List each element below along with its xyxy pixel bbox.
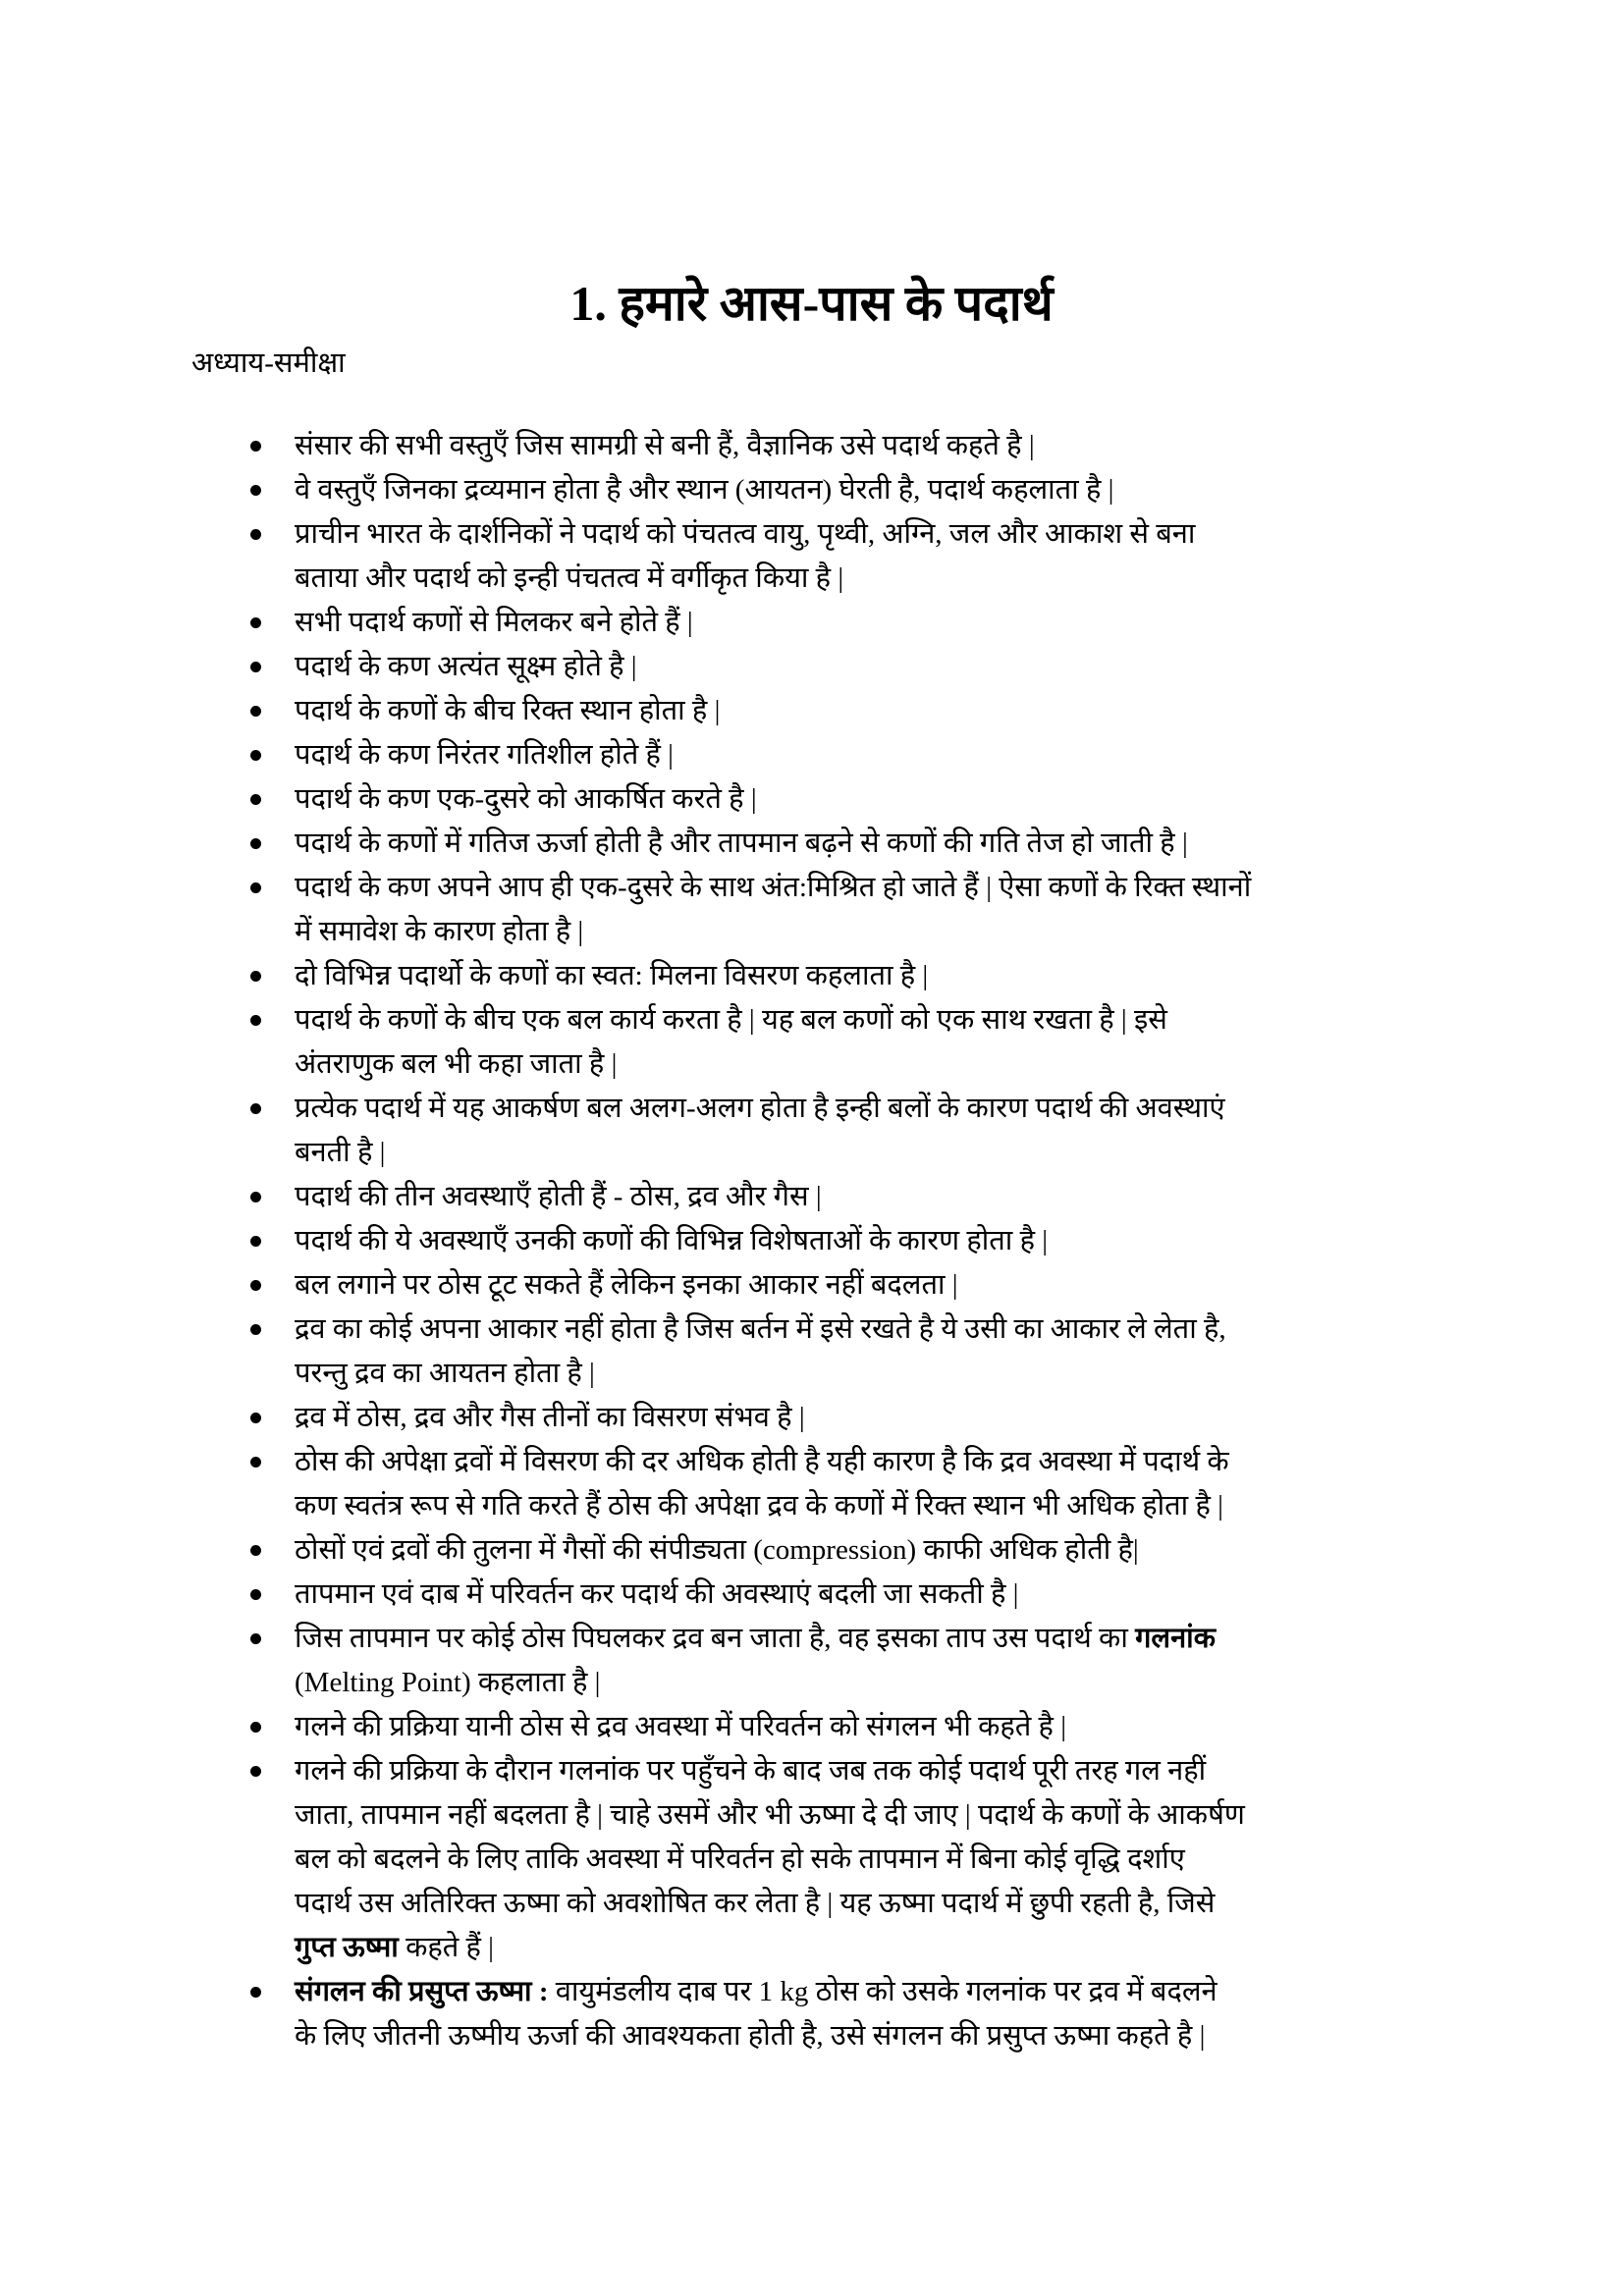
text-segment: ठोस की अपेक्षा द्रवों में विसरण की दर अधिक होती है यही कारण है कि द्रव अवस्था में पदार्थ के [295,1446,1229,1477]
text-segment: पदार्थ के कण अत्यंत सूक्ष्म होते है | [295,651,637,682]
bullet-icon [250,1589,261,1600]
text-segment: प्राचीन भारत के दार्शनिकों ने पदार्थ को पंचतत्व वायु, पृथ्वी, अग्नि, जल और आकाश से बना [295,518,1196,550]
text-segment: दो विभिन्न पदार्थो के कणों का स्वत: मिलना विसरण कहलाता है | [295,960,929,991]
list-item-line [0,1263,1623,1308]
list-item [0,1308,1623,1396]
list-item-line [0,866,1623,910]
bullet-icon [250,1633,261,1644]
bullet-icon [250,617,261,628]
text-segment: कहते हैं | [398,1932,494,1963]
list-item-line [0,1970,1623,2014]
bullet-icon [250,1457,261,1468]
text-segment: वायुमंडलीय दाब पर 1 kg ठोस को उसके गलनांक पर द्रव में बदलने [548,1976,1217,2007]
list-item [0,468,1623,512]
list-item-line [0,822,1623,866]
list-item-line [0,1352,1623,1396]
list-item-line [0,1440,1623,1484]
bullet-icon [250,1545,261,1556]
list-item [0,645,1623,689]
bullet-icon [250,662,261,672]
list-item [0,1749,1623,1970]
list-item [0,733,1623,777]
text-segment: में समावेश के कारण होता है | [295,916,584,947]
bullet-icon [250,441,261,452]
bold-term: संगलन की प्रसुप्त ऊष्मा : [295,1976,549,2007]
bullet-icon [250,485,261,496]
bullet-icon [250,529,261,540]
bullet-icon [250,750,261,761]
list-item-line [0,2014,1623,2058]
text-segment: पदार्थ के कणों के बीच एक बल कार्य करता है | यह बल कणों को एक साथ रखता है | इसे [295,1004,1167,1036]
list-item-line [0,1573,1623,1617]
list-item-line [0,954,1623,998]
text-segment: द्रव में ठोस, द्रव और गैस तीनों का विसरण संभव है | [295,1402,805,1433]
text-segment: बताया और पदार्थ को इन्ही पंचतत्व में वर्गीकृत किया है | [295,562,844,594]
bold-term: गलनांक [1135,1623,1216,1654]
page-title: 1. हमारे आस-पास के पदार्थ [569,275,1054,331]
list-item [0,1175,1623,1219]
list-item [0,512,1623,601]
list-item [0,1970,1623,2058]
list-item [0,1263,1623,1308]
text-segment: पदार्थ के कणों में गतिज ऊर्जा होती है और तापमान बढ़ने से कणों की गति तेज हो जाती है | [295,828,1188,859]
list-item [0,1617,1623,1705]
text-segment: कण स्वतंत्र रूप से गति करते हैं ठोस की अपेक्षा द्रव के कणों में रिक्त स्थान भी अधिक होता है | [295,1490,1223,1522]
list-item-line [0,1484,1623,1528]
list-item-line [0,645,1623,689]
bullet-icon [250,1324,261,1335]
text-segment: जाता, तापमान नहीं बदलता है | चाहे उसमें और भी ऊष्मा दे दी जाए | पदार्थ के कणों के आकर्षण [295,1799,1245,1831]
list-item-line [0,1926,1623,1970]
text-segment: पदार्थ के कण एक-दुसरे को आकर्षित करते है | [295,783,757,815]
text-segment: बनती है | [295,1137,386,1168]
bold-term: गुप्त ऊष्मा [295,1932,399,1963]
bullet-icon [250,794,261,805]
list-item-line [0,1308,1623,1352]
list-item-line [0,1882,1623,1926]
list-item [0,1573,1623,1617]
list-item [0,601,1623,645]
list-item-line [0,1749,1623,1793]
section-heading: अध्याय-समीक्षा [191,347,346,379]
list-item [0,1087,1623,1175]
list-item-line [0,1396,1623,1440]
text-segment: पदार्थ की ये अवस्थाएँ उनकी कणों की विभिन्न विशेषताओं के कारण होता है | [295,1225,1049,1256]
list-item-line [0,998,1623,1042]
bullet-icon [250,1722,261,1733]
text-segment: ठोसों एवं द्रवों की तुलना में गैसों की संपीड्यता (compression) काफी अधिक होती है| [295,1534,1139,1566]
list-item-line [0,1175,1623,1219]
list-item-line [0,1219,1623,1263]
list-item [0,689,1623,733]
bullet-icon [250,1766,261,1777]
list-item [0,1396,1623,1440]
list-item [0,777,1623,822]
text-segment: पदार्थ उस अतिरिक्त ऊष्मा को अवशोषित कर लेता है | यह ऊष्मा पदार्थ में छुपी रहती है, जिसे [295,1888,1216,1919]
bullet-icon [250,1015,261,1026]
list-item [0,998,1623,1087]
bullet-icon [250,1103,261,1114]
text-segment: के लिए जीतनी ऊष्मीय ऊर्जा की आवश्यकता होती है, उसे संगलन की प्रसुप्त ऊष्मा कहते है | [295,2020,1206,2052]
text-segment: वे वस्तुएँ जिनका द्रव्यमान होता है और स्थान (आयतन) घेरती है, पदार्थ कहलाता है | [295,474,1114,506]
list-item-line [0,1838,1623,1882]
text-segment: पदार्थ के कण निरंतर गतिशील होते हैं | [295,739,674,771]
list-item-line [0,1528,1623,1573]
bullet-icon [250,1987,261,1998]
list-item [0,424,1623,468]
text-segment: पदार्थ के कणों के बीच रिक्त स्थान होता है | [295,695,721,726]
text-segment: संसार की सभी वस्तुएँ जिस सामग्री से बनी हैं, वैज्ञानिक उसे पदार्थ कहते है | [295,430,1035,461]
bullet-icon [250,1413,261,1423]
text-segment: पदार्थ के कण अपने आप ही एक-दुसरे के साथ अंत:मिश्रित हो जाते हैं | ऐसा कणों के रिक्त स्थानों [295,872,1252,903]
summary-bullet-list [0,424,1623,2058]
bullet-icon [250,971,261,982]
text-segment: द्रव का कोई अपना आकार नहीं होता है जिस बर्तन में इसे रखते है ये उसी का आकार ले लेता है, [295,1313,1226,1345]
text-segment: गलने की प्रक्रिया यानी ठोस से द्रव अवस्था में परिवर्तन को संगलन भी कहते है | [295,1711,1066,1742]
list-item-line [0,557,1623,601]
text-segment: अंतराणुक बल भी कहा जाता है | [295,1048,618,1080]
bullet-icon [250,706,261,717]
list-item-line [0,1793,1623,1838]
text-segment: तापमान एवं दाब में परिवर्तन कर पदार्थ की अवस्थाएं बदली जा सकती है | [295,1578,1019,1610]
text-segment: सभी पदार्थ कणों से मिलकर बने होते हैं | [295,607,693,638]
list-item-line [0,1042,1623,1087]
list-item-line [0,1087,1623,1131]
text-segment: परन्तु द्रव का आयतन होता है | [295,1358,595,1389]
bullet-icon [250,1236,261,1247]
list-item-line [0,601,1623,645]
list-item [0,1440,1623,1528]
text-segment: बल को बदलने के लिए ताकि अवस्था में परिवर्तन हो सके तापमान में बिना कोई वृद्धि दर्शाए [295,1843,1185,1875]
text-segment: जिस तापमान पर कोई ठोस पिघलकर द्रव बन जाता है, वह इसका ताप उस पदार्थ का [295,1623,1136,1654]
text-segment: प्रत्येक पदार्थ में यह आकर्षण बल अलग-अलग होता है इन्ही बलों के कारण पदार्थ की अवस्थाएं [295,1093,1225,1124]
list-item-line [0,1661,1623,1705]
list-item-line [0,777,1623,822]
list-item [0,1219,1623,1263]
list-item-line [0,424,1623,468]
list-item [0,1528,1623,1573]
list-item [0,822,1623,866]
list-item-line [0,1617,1623,1661]
list-item [0,866,1623,954]
text-segment: बल लगाने पर ठोस टूट सकते हैं लेकिन इनका आकार नहीं बदलता | [295,1269,958,1301]
list-item-line [0,910,1623,954]
text-segment: पदार्थ की तीन अवस्थाएँ होती हैं - ठोस, द्रव और गैस | [295,1181,822,1212]
bullet-icon [250,838,261,849]
bullet-icon [250,1192,261,1202]
text-segment: (Melting Point) कहलाता है | [295,1667,601,1698]
list-item-line [0,689,1623,733]
list-item-line [0,1705,1623,1749]
text-segment: गलने की प्रक्रिया के दौरान गलनांक पर पहुँचने के बाद जब तक कोई पदार्थ पूरी तरह गल नहीं [295,1755,1207,1787]
list-item [0,1705,1623,1749]
list-item [0,954,1623,998]
list-item-line [0,733,1623,777]
bullet-icon [250,1280,261,1291]
list-item-line [0,512,1623,557]
list-item-line [0,1131,1623,1175]
bullet-icon [250,882,261,893]
list-item-line [0,468,1623,512]
